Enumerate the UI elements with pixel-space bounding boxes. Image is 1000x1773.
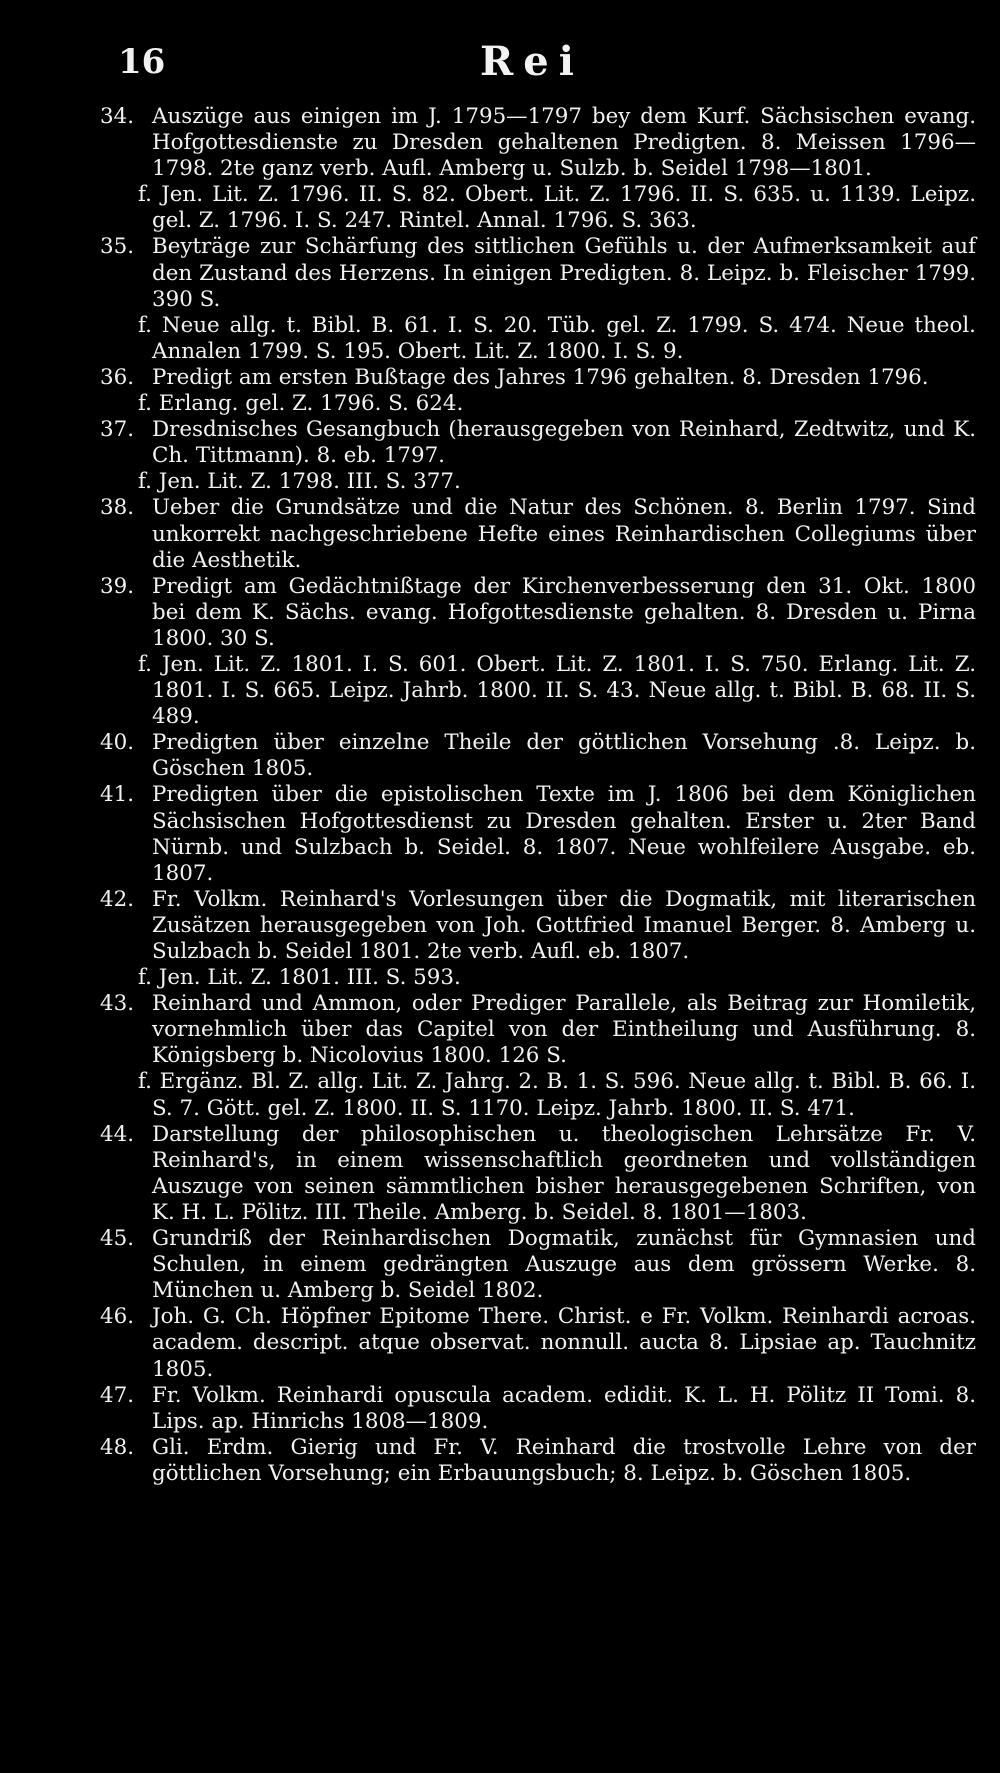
review-reference: f. Erlang. gel. Z. 1796. S. 624. [138, 391, 464, 417]
entry-number: 44. [100, 1121, 135, 1147]
bibliography-entry [100, 1226, 976, 1304]
entry-text: Predigt am ersten Bußtage des Jahres 1796 gehalten. 8. Dresden 1796. [152, 364, 929, 390]
review-reference: f. Jen. Lit. Z. 1801. I. S. 601. Obert. Lit. Z. 1801. I. S. 750. Erlang. Lit. Z. 1801. I. S. 665. Leipz. Jahrb. 1800. II. S. 43. Neue allg. t. Bibl. B. 68. II. S. 489. [138, 651, 976, 730]
bibliography-entry [100, 573, 976, 652]
entry-text: Ueber die Grundsätze und die Natur des Schönen. 8. Berlin 1797. Sind unkorrekt nachgeschriebene Hefte eines Reinhardischen Collegiums über die Aesthetik. [152, 495, 976, 573]
entry-number: 38. [100, 495, 135, 521]
page-number: 16 [118, 42, 166, 82]
entry-number: 48. [100, 1434, 135, 1460]
entry-text: Predigten über einzelne Theile der göttlichen Vorsehung .8. Leipz. b. Göschen 1805. [152, 730, 976, 782]
bibliography-entry [100, 730, 976, 782]
entry-number: 36. [100, 364, 135, 390]
page-header [118, 38, 976, 96]
review-reference: f. Jen. Lit. Z. 1796. II. S. 82. Obert. Lit. Z. 1796. II. S. 635. u. 1139. Leipz. gel. Z. 1796. I. S. 247. Rintel. Annal. 1796. S. 363. [138, 182, 976, 234]
bibliography-entry [100, 1121, 976, 1226]
bibliography-list [100, 104, 976, 1487]
entry-number: 39. [100, 573, 135, 599]
entry-text: Fr. Volkm. Reinhardi opuscula academ. edidit. K. L. H. Pölitz II Tomi. 8. Lips. ap. Hinrichs 1808—1809. [152, 1382, 976, 1434]
entry-text: Predigt am Gedächtnißtage der Kirchenverbesserung den 31. Okt. 1800 bei dem K. Sächs. evang. Hofgottesdienste gehalten. 8. Dresden u. Pirna 1800. 30 S. [152, 573, 976, 651]
bibliography-entry [100, 364, 976, 391]
bibliography-entry [100, 886, 976, 965]
entry-text: Auszüge aus einigen im J. 1795—1797 bey dem Kurf. Sächsischen evang. Hofgottesdienste zu Dresden gehaltenen Predigten. 8. Meissen 1796—1798. 2te ganz verb. Aufl. Amberg u. Sulzb. b. Seidel 1798—1801. [152, 104, 976, 182]
entry-number: 34. [100, 104, 135, 129]
entry-number: 45. [100, 1226, 135, 1252]
bibliography-entry [100, 991, 976, 1069]
entry-number: 41. [100, 782, 135, 808]
bibliography-entry [100, 234, 976, 312]
entry-number: 43. [100, 991, 135, 1017]
entry-text: Fr. Volkm. Reinhard's Vorlesungen über die Dogmatik, mit literarischen Zusätzen herausgegeben von Joh. Gottfried Imanuel Berger. 8. Amberg u. Sulzbach b. Seidel 1801. 2te verb. Aufl. eb. 1807. [152, 886, 976, 964]
entry-text: Darstellung der philosophischen u. theologischen Lehrsätze Fr. V. Reinhard's, in einem wissenschaftlich geordneten und vollständigen Auszuge von seinen sämmtlichen bisher herausgegebenen Schriften, von K. H. L. Pölitz. III. Theile. Amberg. b. Seidel. 8. 1801—1803. [152, 1121, 976, 1225]
entry-text: Gli. Erdm. Gierig und Fr. V. Reinhard die trostvolle Lehre von der göttlichen Vorsehung; ein Erbauungsbuch; 8. Leipz. b. Göschen 1805. [152, 1434, 976, 1486]
entry-text: Predigten über die epistolischen Texte im J. 1806 bei dem Königlichen Sächsischen Hofgottesdienst zu Dresden gehalten. Erster u. 2ter Band Nürnb. und Sulzbach b. Seidel. 8. 1807. Neue wohlfeilere Ausgabe. eb. 1807. [152, 782, 976, 886]
entry-text: Joh. G. Ch. Höpfner Epitome There. Christ. e Fr. Volkm. Reinhardi acroas. academ. descript. atque observat. nonnull. aucta 8. Lipsiae ap. Tauchnitz 1805. [152, 1304, 976, 1382]
entry-number: 35. [100, 234, 135, 260]
entry-text: Grundriß der Reinhardischen Dogmatik, zunächst für Gymnasien und Schulen, in einem gedrängten Auszuge aus dem grössern Werke. 8. München u. Amberg b. Seidel 1802. [152, 1226, 976, 1304]
bibliography-entry [100, 1382, 976, 1435]
entry-text: Beyträge zur Schärfung des sittlichen Gefühls u. der Aufmerksamkeit auf den Zustand des Herzens. In einigen Predigten. 8. Leipz. b. Fleischer 1799. 390 S. [152, 234, 976, 312]
entry-text: Dresdnisches Gesangbuch (herausgegeben von Reinhard, Zedtwitz, und K. Ch. Tittmann). 8. eb. 1797. [152, 417, 976, 469]
entry-number: 46. [100, 1304, 135, 1330]
entry-number: 37. [100, 417, 135, 443]
review-reference: f. Neue allg. t. Bibl. B. 61. I. S. 20. Tüb. gel. Z. 1799. S. 474. Neue theol. Annalen 1799. S. 195. Obert. Lit. Z. 1800. I. S. 9. [138, 312, 976, 364]
entry-number: 42. [100, 886, 135, 912]
bibliography-entry [100, 1304, 976, 1382]
entry-text: Reinhard und Ammon, oder Prediger Parallele, als Beitrag zur Homiletik, vornehmlich über das Capitel von der Eintheilung und Ausführung. 8. Königsberg b. Nicolovius 1800. 126 S. [152, 991, 976, 1069]
entry-number: 40. [100, 730, 135, 756]
review-reference: f. Ergänz. Bl. Z. allg. Lit. Z. Jahrg. 2. B. 1. S. 596. Neue allg. t. Bibl. B. 66. I. S. 7. Gött. gel. Z. 1800. II. S. 1170. Leipz. Jahrb. 1800. II. S. 471. [138, 1069, 976, 1121]
review-reference: f. Jen. Lit. Z. 1801. III. S. 593. [138, 965, 461, 991]
bibliography-entry [100, 104, 976, 182]
bibliography-entry [100, 782, 976, 886]
running-head: Rei [480, 38, 584, 85]
bibliography-entry [100, 495, 976, 573]
bibliography-entry [100, 417, 976, 469]
review-reference: f. Jen. Lit. Z. 1798. III. S. 377. [138, 469, 461, 495]
bibliography-entry [100, 1434, 976, 1487]
entry-number: 47. [100, 1382, 135, 1408]
